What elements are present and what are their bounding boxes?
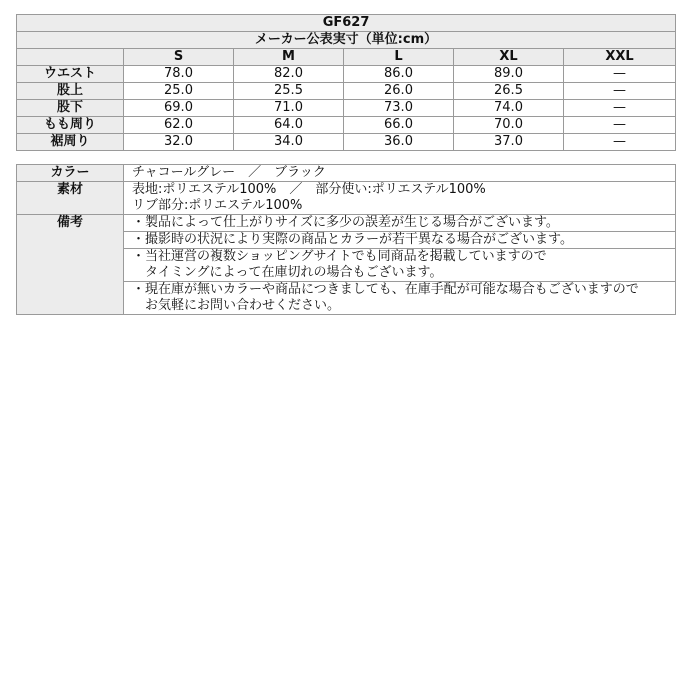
size-header: XXL (564, 49, 676, 66)
table-cell: 25.0 (124, 83, 234, 100)
table-cell: 74.0 (454, 100, 564, 117)
table-cell: 62.0 (124, 117, 234, 134)
info-table (16, 164, 676, 315)
table-row (17, 83, 676, 100)
table-cell: 82.0 (234, 66, 344, 83)
subtitle-row (17, 32, 676, 49)
row-label: 股上 (17, 83, 124, 100)
size-header: M (234, 49, 344, 66)
table-cell: 34.0 (234, 134, 344, 151)
note-line: ・現在庫が無いカラーや商品につきましても、在庫手配が可能な場合もございますので (132, 282, 639, 297)
size-header-blank (17, 49, 124, 66)
table-cell: 64.0 (234, 117, 344, 134)
size-table (16, 14, 676, 151)
size-header: XL (454, 49, 564, 66)
material-value (124, 182, 676, 215)
notes-label: 備考 (17, 215, 124, 315)
table-row (17, 100, 676, 117)
note-item (124, 232, 676, 249)
table-cell: 36.0 (344, 134, 454, 151)
note-item (124, 282, 676, 315)
table-cell: 26.0 (344, 83, 454, 100)
product-code: GF627 (17, 15, 676, 32)
table-row (17, 134, 676, 151)
color-label: カラー (17, 165, 124, 182)
note-line: ・撮影時の状況により実際の商品とカラーが若干異なる場合がございます。 (132, 232, 573, 247)
table-row (17, 66, 676, 83)
row-label: 股下 (17, 100, 124, 117)
table-cell: 71.0 (234, 100, 344, 117)
table-cell: — (564, 83, 676, 100)
material-line: リブ部分:ポリエステル100% (132, 198, 303, 213)
table-cell: 26.5 (454, 83, 564, 100)
size-header: S (124, 49, 234, 66)
row-label: 裾周り (17, 134, 124, 151)
row-label: ウエスト (17, 66, 124, 83)
table-cell: 69.0 (124, 100, 234, 117)
table-cell: 32.0 (124, 134, 234, 151)
table-cell: 37.0 (454, 134, 564, 151)
note-line: タイミングによって在庫切れの場合もございます。 (132, 265, 443, 280)
note-row (17, 215, 676, 232)
size-header-row (17, 49, 676, 66)
table-row (17, 117, 676, 134)
color-value: チャコールグレー ／ ブラック (124, 165, 676, 182)
table-cell: 70.0 (454, 117, 564, 134)
table-cell: — (564, 100, 676, 117)
size-header: L (344, 49, 454, 66)
note-line: ・当社運営の複数ショッピングサイトでも同商品を掲載していますので (132, 249, 547, 264)
note-item (124, 249, 676, 282)
material-label: 素材 (17, 182, 124, 215)
note-item (124, 215, 676, 232)
table-cell: 73.0 (344, 100, 454, 117)
table-cell: 66.0 (344, 117, 454, 134)
table-cell: — (564, 134, 676, 151)
table-cell: 89.0 (454, 66, 564, 83)
note-line: ・製品によって仕上がりサイズに多少の誤差が生じる場合がございます。 (132, 215, 559, 230)
table-cell: 25.5 (234, 83, 344, 100)
table-cell: 86.0 (344, 66, 454, 83)
note-line: お気軽にお問い合わせください。 (132, 298, 341, 313)
material-line: 表地:ポリエステル100% ／ 部分使い:ポリエステル100% (132, 182, 486, 197)
table-cell: — (564, 117, 676, 134)
size-table-subtitle: メーカー公表実寸（単位:cm） (17, 32, 676, 49)
row-label: もも周り (17, 117, 124, 134)
material-row (17, 182, 676, 215)
table-cell: — (564, 66, 676, 83)
color-row (17, 165, 676, 182)
product-code-row (17, 15, 676, 32)
table-cell: 78.0 (124, 66, 234, 83)
